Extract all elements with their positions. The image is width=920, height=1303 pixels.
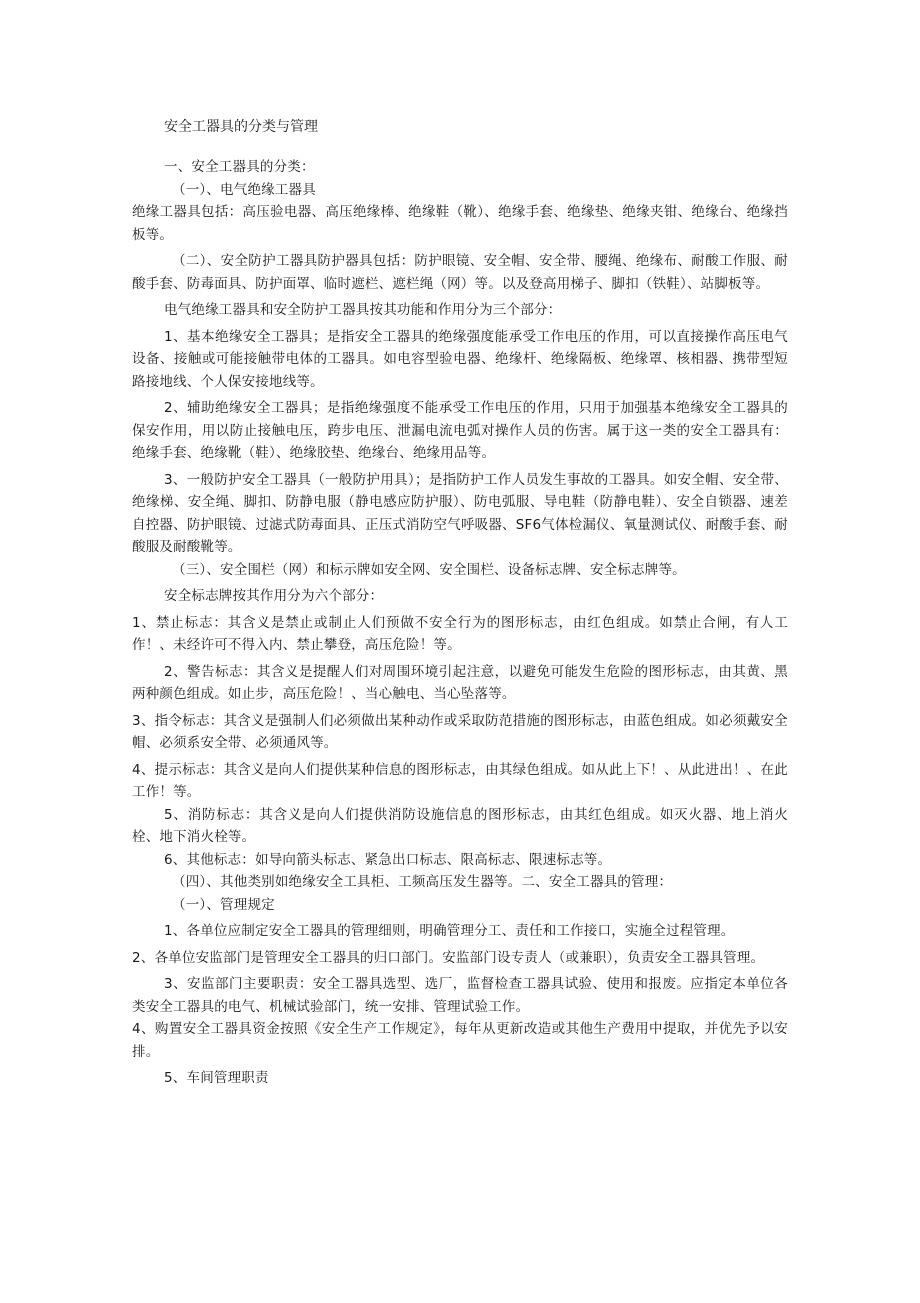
paragraph-prohibition-signs: 1、禁止标志：其含义是禁止或制止人们预做不安全行为的图形标志，由红色组成。如禁止合闸，有人工作！、未经许可不得入内、禁止攀登，高压危险！等。 [132,614,788,653]
paragraph-three-parts: 电气绝缘工器具和安全防护工器具按其功能和作用分为三个部分： [164,302,562,318]
paragraph-fences-and-signs: （三）、安全围栏（网）和标示牌如安全网、安全围栏、设备标志牌、安全标志牌等。 [172,561,686,578]
subsection-heading-electrical-insulation: （一）、电气绝缘工器具 [172,181,316,198]
paragraph-insulation-tools: 绝缘工器具包括：高压验电器、高压绝缘棒、绝缘鞋（靴）、绝缘手套、绝缘垫、绝缘夹钳、绝缘台、绝缘挡板等。 [132,204,788,243]
paragraph-information-signs: 4、提示标志：其含义是向人们提供某种信息的图形标志，由其绿色组成。如从此上下！、从此进出！、在此工作！等。 [132,761,788,800]
paragraph-management-rule-4: 4、购置安全工器具资金按照《安全生产工作规定》，每年从更新改造或其他生产费用中提取，并优先予以安排。 [132,1021,788,1060]
document-title: 安全工器具的分类与管理 [164,119,318,135]
paragraph-management-rule-2: 2、各单位安监部门是管理安全工器具的归口部门。安监部门设专责人（或兼职），负责安全工器具管理。 [132,949,765,966]
paragraph-protective-tools: （二）、安全防护工器具防护器具包括：防护眼镜、安全帽、安全带、腰绳、绝缘布、耐酸工作服、耐酸手套、防毒面具、防护面罩、临时遮栏、遮栏绳（网）等。以及登高用梯子、脚扣（铁鞋）、站脚板等。 [132,253,788,292]
section-heading-classification: 一、安全工器具的分类： [164,159,315,175]
paragraph-fire-signs: 5、消防标志：其含义是向人们提供消防设施信息的图形标志，由其红色组成。如灭火器、地上消火栓、地下消火栓等。 [132,806,788,845]
paragraph-auxiliary-insulation: 2、辅助绝缘安全工器具；是指绝缘强度不能承受工作电压的作用，只用于加强基本绝缘安全工器具的保安作用，用以防止接触电压，跨步电压、泄漏电流电弧对操作人员的伤害。属于这一类的安全工器具有：绝缘手套、绝缘靴（鞋）、绝缘胶垫、绝缘台、绝缘用品等。 [132,400,788,461]
document-body [132,152,788,1090]
paragraph-basic-insulation: 1、基本绝缘安全工器具；是指安全工器具的绝缘强度能承受工作电压的作用，可以直接操作高压电气设备、接触或可能接触带电体的工器具。如电容型验电器、绝缘杆、绝缘隔板、绝缘罩、核相器、携带型短路接地线、个人保安接地线等。 [132,328,788,390]
paragraph-general-protection: 3、一般防护安全工器具（一般防护用具）；是指防护工作人员发生事故的工器具。如安全帽、安全带、绝缘梯、安全绳、脚扣、防静电服（静电感应防护服）、防电弧服、导电鞋（防静电鞋）、安全自锁器、速差自控器、防护眼镜、过滤式防毒面具、正压式消防空气呼吸器、SF6气体检漏仪、氧量测试仪、耐酸手套、耐酸服及耐酸靴等。 [132,471,788,555]
paragraph-mandatory-signs: 3、指令标志：其含义是强制人们必须做出某种动作或采取防范措施的图形标志，由蓝色组成。如必须戴安全帽、必须系安全带、必须通风等。 [132,712,788,751]
paragraph-warning-signs: 2、警告标志：其含义是提醒人们对周围环境引起注意，以避免可能发生危险的图形标志，由其黄、黑两种颜色组成。如止步，高压危险！、当心触电、当心坠落等。 [132,663,788,702]
paragraph-other-categories-and-management: （四）、其他类别如绝缘安全工具柜、工频高压发生器等。二、安全工器具的管理： [172,874,673,890]
paragraph-management-rule-1: 1、各单位应制定安全工器具的管理细则，明确管理分工、责任和工作接口，实施全过程管理。 [164,923,735,939]
paragraph-management-rule-3: 3、安监部门主要职责：安全工器具选型、选厂，监督检查工器具试验、使用和报废。应指定本单位各类安全工器具的电气、机械试验部门，统一安排、管理试验工作。 [132,976,788,1015]
paragraph-other-signs: 6、其他标志：如导向箭头标志、紧急出口标志、限高标志、限速标志等。 [164,851,612,868]
subsection-heading-management-rules: （一）、管理规定 [172,896,275,913]
paragraph-management-rule-5: 5、车间管理职责 [164,1070,269,1086]
paragraph-six-sign-types: 安全标志牌按其作用分为六个部分： [164,588,384,604]
